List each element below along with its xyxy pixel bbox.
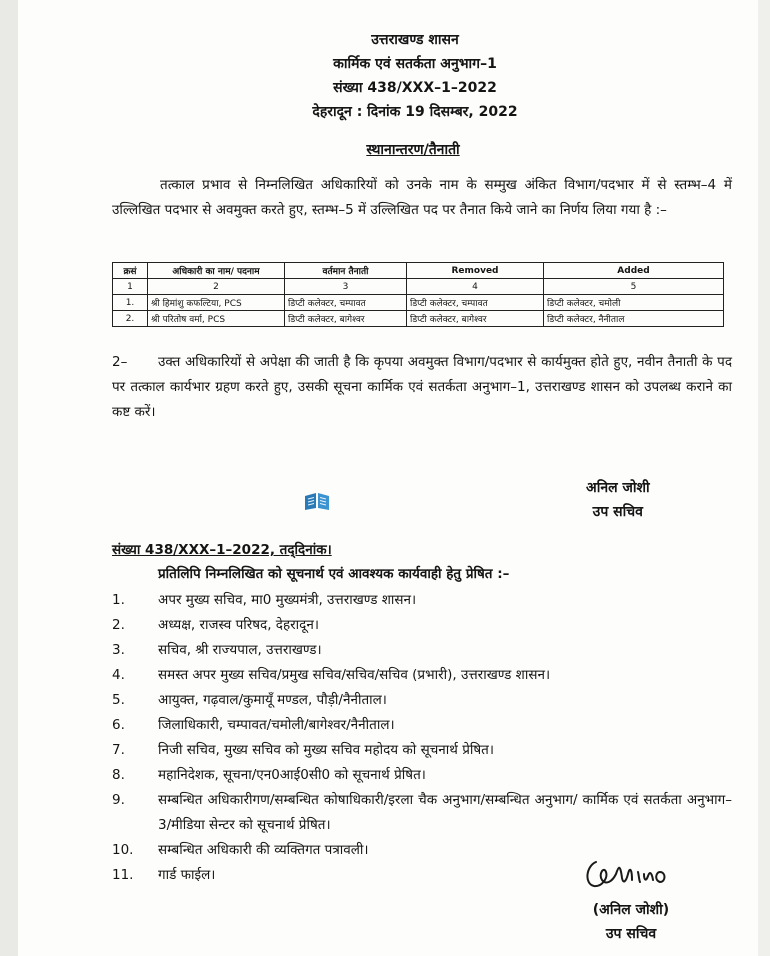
table-number-row: [113, 279, 724, 295]
header-date: देहरादून : दिनांक 19 दिसम्बर, 2022: [312, 104, 518, 120]
paragraph-number: 2–: [112, 354, 128, 370]
item-text: सचिव, श्री राज्यपाल, उत्तराखण्ड।: [158, 642, 322, 658]
cell-current: डिप्टी कलेक्टर, चम्पावत: [285, 295, 407, 311]
table-row: [113, 295, 724, 311]
col-header-added: Added: [544, 263, 724, 279]
item-number: 1.: [112, 592, 125, 608]
item-text: अपर मुख्य सचिव, मा0 मुख्यमंत्री, उत्तराखण्ड शासन।: [158, 592, 417, 608]
list-item: [112, 763, 732, 788]
col-header-sno: क्रसं: [113, 263, 148, 279]
header-department: कार्मिक एवं सतर्कता अनुभाग–1: [333, 56, 497, 72]
item-text: जिलाधिकारी, चम्पावत/चमोली/बागेश्वर/नैनीताल।: [158, 717, 395, 733]
cell-added: डिप्टी कलेक्टर, चमोली: [544, 295, 724, 311]
list-item: [112, 713, 732, 738]
item-number: 10.: [112, 842, 134, 858]
cell-officer: श्री हिमांशु कफल्टिया, PCS: [148, 295, 285, 311]
signatory-designation: उप सचिव: [605, 926, 657, 942]
list-item: [112, 663, 732, 688]
table-header-row: [113, 263, 724, 279]
header-order-number: संख्या 438/XXX–1–2022: [333, 80, 497, 96]
transfer-table: [112, 262, 724, 327]
item-number: 8.: [112, 767, 125, 783]
item-number: 7.: [112, 742, 125, 758]
item-text: निजी सचिव, मुख्य सचिव को मुख्य सचिव महोदय को सूचनार्थ प्रेषित।: [158, 742, 494, 758]
book-logo-icon: [303, 488, 331, 512]
col-header-officer: अधिकारी का नाम/ पदनाम: [148, 263, 285, 279]
list-item: [112, 613, 732, 638]
cell-officer: श्री परितोष वर्मा, PCS: [148, 311, 285, 327]
item-number: 3.: [112, 642, 125, 658]
cell-sno: 1.: [113, 295, 148, 311]
list-item: [112, 738, 732, 763]
col-number: 1: [113, 279, 148, 295]
copy-list: [112, 588, 732, 888]
cell-added: डिप्टी कलेक्टर, नैनीताल: [544, 311, 724, 327]
item-text: सम्बन्धित अधिकारीगण/सम्बन्धित कोषाधिकारी/इरला चैक अनुभाग/सम्बन्धित अनुभाग/ कार्मिक एवं सतर्कता अनुभाग–3/मीडिया सेन्टर को सूचनार्थ प्रेषित।: [158, 792, 732, 833]
header-government: उत्तराखण्ड शासन: [371, 32, 459, 48]
copy-intro: प्रतिलिपि निम्नलिखित को सूचनार्थ एवं आवश्यक कार्यवाही हेतु प्रेषित :–: [158, 566, 510, 582]
item-text: सम्बन्धित अधिकारी की व्यक्तिगत पत्रावली।: [158, 842, 369, 858]
handwritten-signature: [582, 852, 692, 896]
col-header-removed: Removed: [407, 263, 544, 279]
order-paragraph-1: तत्काल प्रभाव से निम्नलिखित अधिकारियों को उनके नाम के सम्मुख अंकित विभाग/पदभार में से स्तम्भ–4 में उल्लिखित पदभार से अवमुक्त करते हुए, स्तम्भ–5 में उल्लिखित पद पर तैनात किये जाने का निर्णय लिया गया है :–: [112, 177, 732, 218]
order-paragraph-2: [112, 350, 732, 425]
paragraph-text: उक्त अधिकारियों से अपेक्षा की जाती है कि कृपया अवमुक्त विभाग/पदभार से कार्यमुक्त होते हुए, नवीन तैनाती के पद पर तत्काल कार्यभार ग्रहण करते हुए, उसकी सूचना कार्मिक एवं सतर्कता अनुभाग–1, उत्तराखण्ड शासन को उपलब्ध कराने का कष्ट करें।: [112, 354, 732, 420]
item-number: 6.: [112, 717, 125, 733]
item-number: 11.: [112, 867, 134, 883]
col-number: 4: [407, 279, 544, 295]
table-row: [113, 311, 724, 327]
signatory-top: [586, 476, 650, 524]
signatory-name: (अनिल जोशी): [592, 902, 670, 918]
item-number: 5.: [112, 692, 125, 708]
list-item: [112, 588, 732, 613]
signatory-bottom: [576, 898, 686, 946]
item-number: 4.: [112, 667, 125, 683]
cell-current: डिप्टी कलेक्टर, बागेश्वर: [285, 311, 407, 327]
col-number: 2: [148, 279, 285, 295]
list-item: [112, 638, 732, 663]
item-text: महानिदेशक, सूचना/एन0आई0सी0 को सूचनार्थ प्रेषित।: [158, 767, 426, 783]
col-number: 3: [285, 279, 407, 295]
subject-heading: स्थानान्तरण/तैनाती: [366, 142, 460, 158]
cell-sno: 2.: [113, 311, 148, 327]
signatory-designation: उप सचिव: [592, 504, 643, 520]
cell-removed: डिप्टी कलेक्टर, चम्पावत: [407, 295, 544, 311]
list-item: [112, 788, 732, 838]
item-number: 9.: [112, 792, 125, 808]
item-number: 2.: [112, 617, 125, 633]
item-text: आयुक्त, गढ़वाल/कुमायूँ मण्डल, पौड़ी/नैनीताल।: [158, 692, 387, 708]
cell-removed: डिप्टी कलेक्टर, बागेश्वर: [407, 311, 544, 327]
list-item: [112, 688, 732, 713]
col-header-current: वर्तमान तैनाती: [285, 263, 407, 279]
signatory-name: अनिल जोशी: [586, 480, 650, 496]
col-number: 5: [544, 279, 724, 295]
item-text: गार्ड फाईल।: [158, 867, 216, 883]
item-text: अध्यक्ष, राजस्व परिषद, देहरादून।: [158, 617, 319, 633]
item-text: समस्त अपर मुख्य सचिव/प्रमुख सचिव/सचिव/सचिव (प्रभारी), उत्तराखण्ड शासन।: [158, 667, 551, 683]
copy-reference: संख्या 438/XXX–1–2022, तद्‌दिनांक।: [112, 542, 332, 558]
